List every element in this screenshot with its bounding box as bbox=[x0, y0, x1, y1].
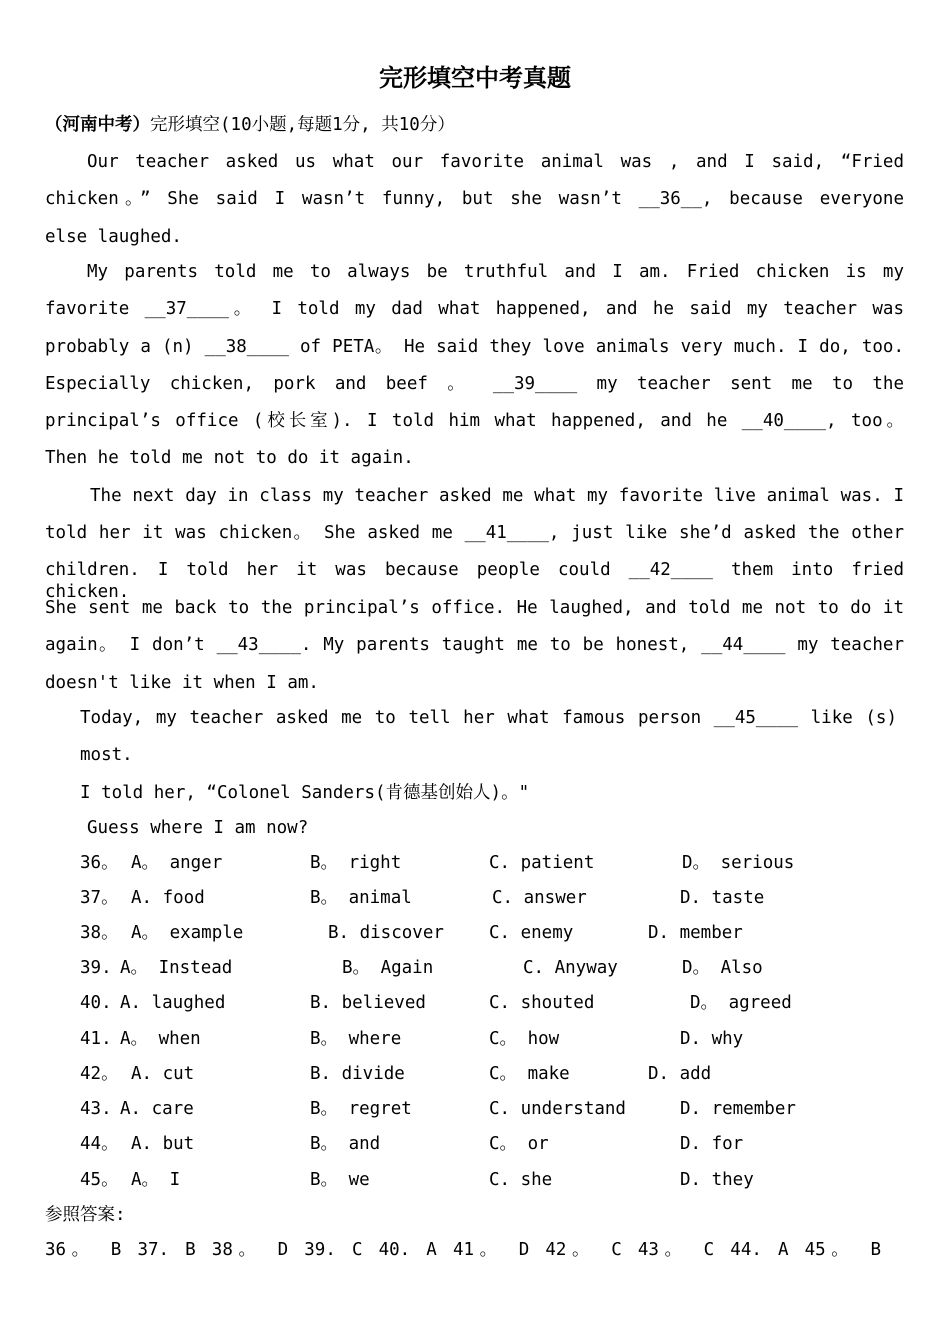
option-c: C。 make bbox=[489, 1064, 570, 1084]
passage-line: told her it was chicken。 She asked me __41____, just like she’d asked the other bbox=[45, 523, 904, 543]
option-c: C. answer bbox=[492, 888, 587, 908]
passage-line: most. bbox=[80, 745, 133, 765]
option-c: C. enemy bbox=[489, 923, 574, 943]
option-d: D。 serious bbox=[682, 853, 795, 873]
option-c: C. patient bbox=[489, 853, 595, 873]
question-number: 41. bbox=[80, 1029, 112, 1049]
question-number: 40. bbox=[80, 993, 112, 1013]
option-d: D。 Also bbox=[682, 958, 763, 978]
passage-line: favorite __37____。 I told my dad what happened, and he said my teacher was bbox=[45, 299, 904, 319]
instruction-text: 完形填空(10小题,每题1分, 共10分） bbox=[150, 115, 455, 135]
option-c: C. shouted bbox=[489, 993, 595, 1013]
option-b: B. discover bbox=[328, 923, 444, 943]
option-d: D。 agreed bbox=[690, 993, 792, 1013]
passage-line: else laughed. bbox=[45, 227, 182, 247]
option-a: A。 anger bbox=[131, 853, 223, 873]
option-a: A. care bbox=[120, 1099, 194, 1119]
question-number: 43. bbox=[80, 1099, 112, 1119]
option-a: A. cut bbox=[131, 1064, 195, 1084]
passage-line: children. I told her it was because people could __42____ them into fried chicken. bbox=[45, 560, 904, 602]
question-number: 38。 bbox=[80, 923, 119, 943]
question-number: 44。 bbox=[80, 1134, 119, 1154]
instruction-line bbox=[45, 114, 455, 136]
option-c: C。 or bbox=[489, 1134, 549, 1154]
passage-line: principal’s office (校长室). I told him what happened, and he __40____, too。 bbox=[45, 411, 904, 431]
passage-line: The next day in class my teacher asked me what my favorite live animal was. I bbox=[90, 486, 904, 506]
answer-key: 36。 B 37. B 38。 D 39. C 40. A 41。 D 42。 C 43。 C 44. A 45。 B bbox=[45, 1240, 881, 1260]
option-c: C。 how bbox=[489, 1029, 560, 1049]
option-b: B. believed bbox=[310, 993, 426, 1013]
passage-line: again。 I don’t __43____. My parents taught me to be honest, __44____ my teacher bbox=[45, 635, 904, 655]
question-number: 45。 bbox=[80, 1170, 119, 1190]
option-a: A. laughed bbox=[120, 993, 226, 1013]
passage-line: chicken。” She said I wasn’t funny, but she wasn’t __36__, because everyone bbox=[45, 189, 904, 209]
passage-line: My parents told me to always be truthful and I am. Fried chicken is my bbox=[87, 262, 904, 282]
option-d: D. why bbox=[680, 1029, 744, 1049]
passage-line: Today, my teacher asked me to tell her what famous person __45____ like (s) bbox=[80, 708, 897, 728]
answer-label: 参照答案: bbox=[45, 1205, 126, 1225]
passage-line: She sent me back to the principal’s office. He laughed, and told me not to do it bbox=[45, 598, 904, 618]
option-a: A。 I bbox=[131, 1170, 181, 1190]
option-a: A. but bbox=[131, 1134, 195, 1154]
question-number: 39. bbox=[80, 958, 112, 978]
option-b: B。 regret bbox=[310, 1099, 412, 1119]
option-d: D. member bbox=[648, 923, 743, 943]
option-a: A. food bbox=[131, 888, 205, 908]
question-number: 42。 bbox=[80, 1064, 119, 1084]
option-b: B。 right bbox=[310, 853, 402, 873]
option-b: B。 animal bbox=[310, 888, 412, 908]
option-b: B。 and bbox=[310, 1134, 381, 1154]
question-number: 36。 bbox=[80, 853, 119, 873]
option-d: D. for bbox=[680, 1134, 744, 1154]
option-d: D. add bbox=[648, 1064, 712, 1084]
passage-line: I told her, “Colonel Sanders(肯德基创始人)。" bbox=[80, 783, 530, 803]
passage-line: Especially chicken, pork and beef 。 __39____ my teacher sent me to the bbox=[45, 374, 904, 394]
passage-line: doesn't like it when I am. bbox=[45, 673, 319, 693]
option-d: D. remember bbox=[680, 1099, 796, 1119]
option-c: C. she bbox=[489, 1170, 553, 1190]
passage-line: Then he told me not to do it again. bbox=[45, 448, 414, 468]
passage-line: probably a (n) __38____ of PETA。 He said they love animals very much. I do, too. bbox=[45, 337, 904, 357]
option-a: A。 example bbox=[131, 923, 244, 943]
page-title: 完形填空中考真题 bbox=[379, 64, 571, 92]
source-label: （河南中考） bbox=[45, 115, 150, 135]
option-c: C. Anyway bbox=[523, 958, 618, 978]
option-a: A。 when bbox=[120, 1029, 201, 1049]
passage-line: Our teacher asked us what our favorite animal was , and I said, “Fried bbox=[87, 152, 904, 172]
option-c: C. understand bbox=[489, 1099, 626, 1119]
option-b: B。 Again bbox=[342, 958, 434, 978]
option-b: B。 we bbox=[310, 1170, 370, 1190]
option-d: D. they bbox=[680, 1170, 754, 1190]
passage-line: Guess where I am now? bbox=[87, 818, 309, 838]
option-a: A。 Instead bbox=[120, 958, 233, 978]
option-b: B. divide bbox=[310, 1064, 405, 1084]
option-d: D. taste bbox=[680, 888, 765, 908]
question-number: 37。 bbox=[80, 888, 119, 908]
option-b: B。 where bbox=[310, 1029, 402, 1049]
